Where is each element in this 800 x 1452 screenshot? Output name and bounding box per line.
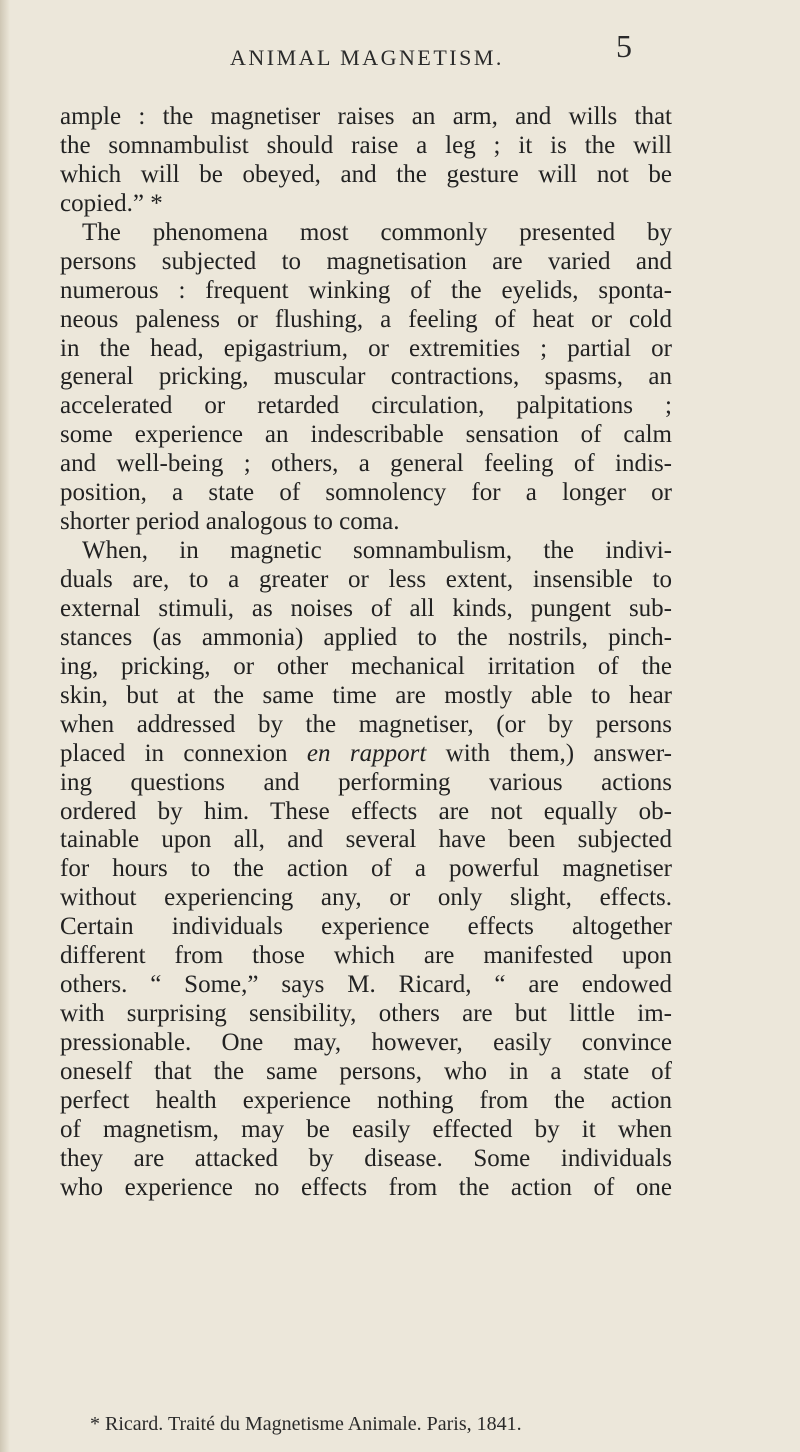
text-line: persons subjected to magnetisation are varied and <box>60 247 672 275</box>
text-line: different from those which are manifested upon <box>60 942 672 970</box>
running-head <box>0 28 800 80</box>
text-line: the somnambulist should raise a leg ; it is the will <box>60 131 672 159</box>
text-line: duals are, to a greater or less extent, insensible to <box>60 566 672 593</box>
text-line: without experiencing any, or only slight, effects. <box>60 884 672 912</box>
text-line: perfect health experience nothing from the action <box>60 1086 672 1114</box>
text-line: which will be obeyed, and the gesture will not be <box>60 160 672 188</box>
text-line: accelerated or retarded circulation, palpitations ; <box>60 392 672 420</box>
text-line: copied.” * <box>60 189 163 217</box>
text-line: oneself that the same persons, who in a state of <box>60 1057 672 1085</box>
text-line: some experience an indescribable sensation of calm <box>60 421 672 449</box>
text-line: pressionable. One may, however, easily convince <box>60 1029 672 1056</box>
text-line: in the head, epigastrium, or extremities ; partial or <box>60 334 672 362</box>
page-gutter-shadow <box>0 0 10 1452</box>
text-line: they are attacked by disease. Some individuals <box>60 1144 672 1172</box>
text-line: ordered by him. These effects are not equally ob- <box>60 797 672 825</box>
footnote: * Ricard. Traité du Magnetisme Animale. Paris, 1841. <box>90 1413 522 1435</box>
text-line: with surprising sensibility, others are but little im- <box>60 1000 672 1028</box>
text-line: numerous : frequent winking of the eyelids, sponta- <box>60 276 672 304</box>
text-segment: placed in connexion <box>60 739 307 767</box>
text-line: Certain individuals experience effects altogether <box>60 913 672 941</box>
text-line: ing questions and performing various actions <box>60 768 672 796</box>
text-line: ing, pricking, or other mechanical irritation of the <box>60 652 672 680</box>
text-segment: with them,) answer- <box>426 739 673 767</box>
text-line: external stimuli, as noises of all kinds, pungent sub- <box>60 594 672 622</box>
text-line: when addressed by the magnetiser, (or by persons <box>60 710 672 738</box>
body-text <box>60 103 672 1203</box>
paragraph-start-line: The phenomena most commonly presented by <box>82 218 672 246</box>
text-line: for hours to the action of a powerful magnetiser <box>60 855 672 883</box>
text-line: ample : the magnetiser raises an arm, and wills that <box>60 103 672 130</box>
text-line: and well-being ; others, a general feeling of indis- <box>60 450 672 478</box>
text-line: shorter period analogous to coma. <box>60 508 400 536</box>
text-line: general pricking, muscular contractions, spasms, an <box>60 363 672 391</box>
text-line: neous paleness or flushing, a feeling of heat or cold <box>60 305 672 333</box>
text-line: position, a state of somnolency for a longer or <box>60 479 672 507</box>
text-line: stances (as ammonia) applied to the nostrils, pinch- <box>60 623 672 651</box>
text-line: skin, but at the same time are mostly able to hear <box>60 681 672 709</box>
text-line: who experience no effects from the action of one <box>60 1173 672 1201</box>
text-line <box>60 740 672 769</box>
italic-phrase: en rapport <box>306 739 427 767</box>
paragraph-start-line: When, in magnetic somnambulism, the indivi- <box>82 537 672 565</box>
text-line: of magnetism, may be easily effected by it when <box>60 1115 672 1143</box>
running-title: ANIMAL MAGNETISM. <box>230 45 504 70</box>
page-number: 5 <box>616 28 632 64</box>
text-line: others. “ Some,” says M. Ricard, “ are endowed <box>60 971 672 999</box>
text-line: tainable upon all, and several have been subjected <box>60 826 672 854</box>
